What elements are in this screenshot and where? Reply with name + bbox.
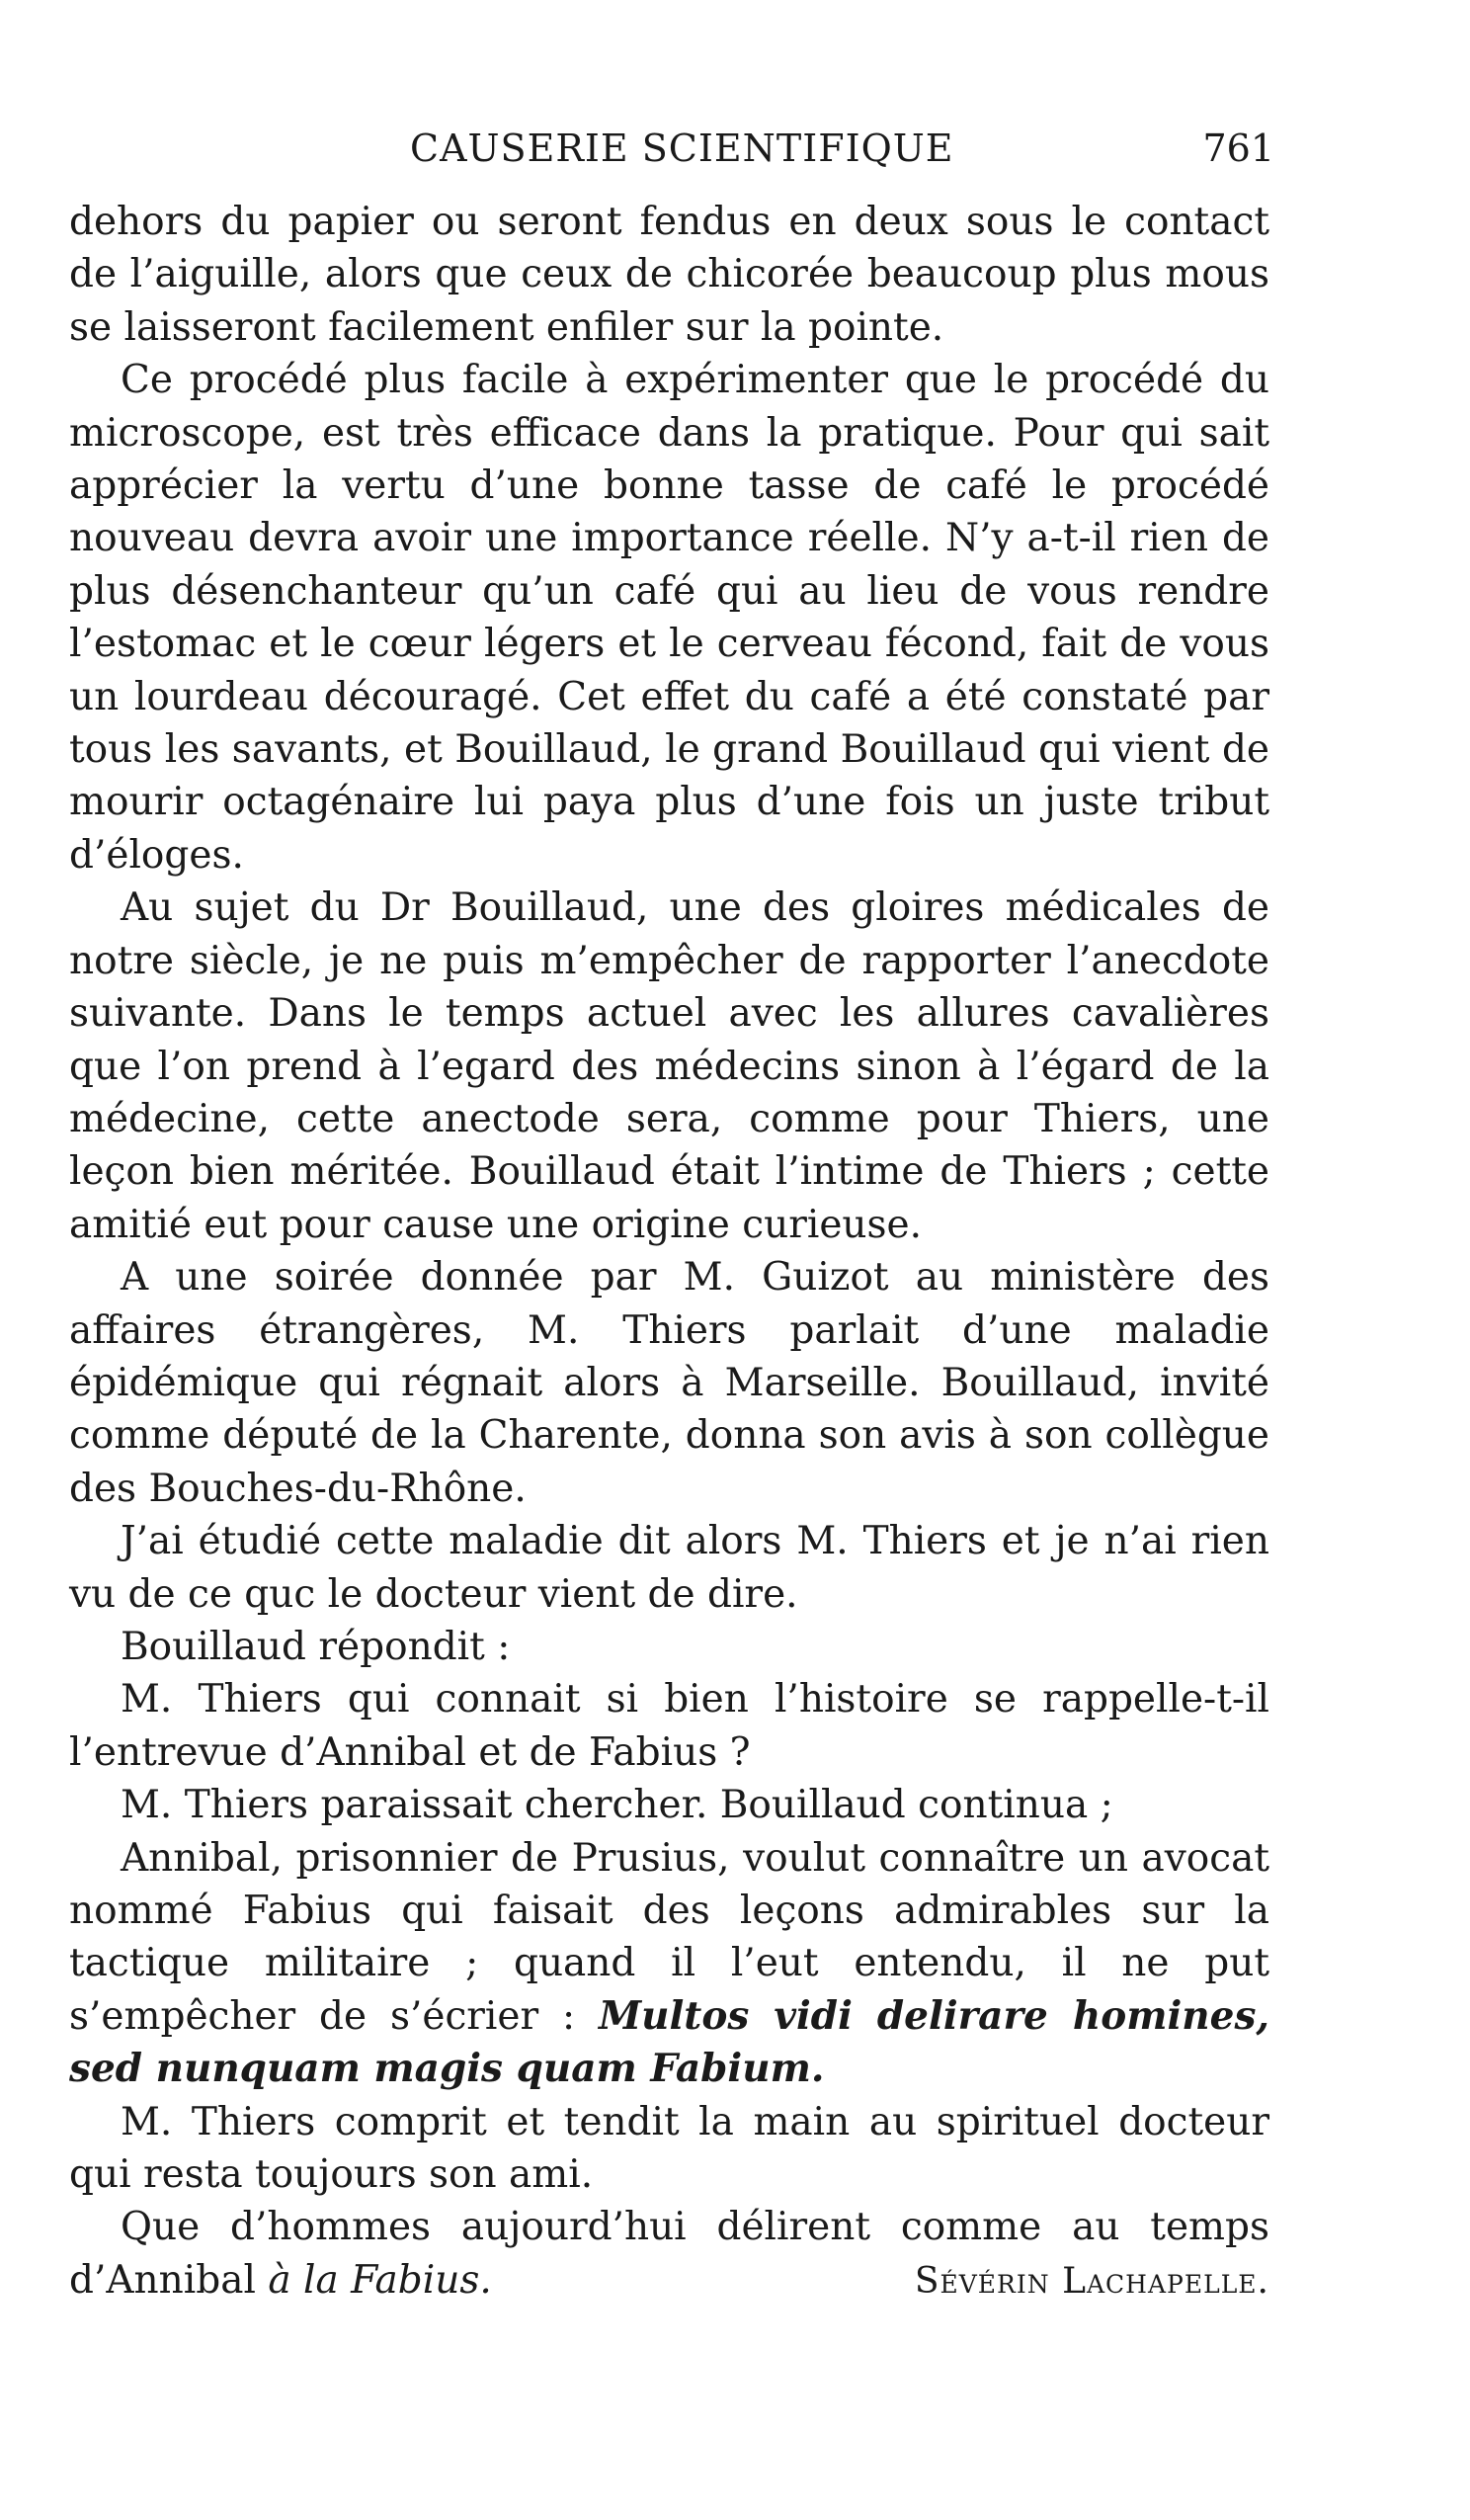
closing-line [69,2254,1269,2308]
page-number: 761 [1202,126,1274,170]
article-body [69,196,1269,2308]
paragraph-annibal-story [69,1832,1269,2096]
running-title: CAUSERIE SCIENTIFIQUE [410,126,954,170]
paragraph-guizot-soiree: A une soirée donnée par M. Guizot au ministère des affaires étrangères, M. Thiers parlait d’une maladie épidémique qui régnait alors à Marseille. Bouillaud, invité comme député de la Charente, donna son avis à son collègue des Bouches-du-Rhône. [69,1255,1269,1511]
paragraph-thiers-understood: M. Thiers comprit et tendit la main au spirituel docteur qui resta toujours son ami. [69,2099,1269,2198]
latin-quote: Multos vidi delirare homines, sed nunquam magis quam Fabium. [69,1992,1269,2092]
paragraph-bouillaud-anecdote: Au sujet du Dr Bouillaud, une des gloires médicales de notre siècle, je ne puis m’empêcher de rapporter l’anecdote suivante. Dans le temps actuel avec les allures cavalières que l’on prend à l’egard des médecins sinon à l’égard de la médecine, cette anectode sera, comme pour Thiers, une leçon bien méritée. Bouillaud était l’intime de Thiers ; cette amitié eut pour cause une origine curieuse. [69,885,1269,1247]
running-header [69,126,1274,176]
paragraph-closing-remark: Que d’hommes aujourd’hui délirent comme au temps [121,2205,1269,2250]
paragraph-coffee-test-end: dehors du papier ou seront fendus en deux sous le contact de l’aiguille, alors que ceux de chicorée beaucoup plus mous se laisseront facilement enfiler sur la pointe. [69,200,1269,350]
paragraph-thiers-reply: J’ai étudié cette maladie dit alors M. Thiers et je n’ai rien vu de ce quc le docteur vient de dire. [69,1519,1269,1617]
closing-phrase-italic: à la Fabius. [268,2257,492,2303]
closing-phrase [69,2254,492,2307]
paragraph-procedure-efficacy: Ce procédé plus facile à expérimenter que le procédé du microscope, est très efficace dans la pratique. Pour qui sait apprécier la vertu d’une bonne tasse de café le procédé nouveau devra avoir une importance réelle. N’y a-t-il rien de plus désenchanteur qu’un café qui au lieu de vous rendre l’estomac et le cœur légers et le cerveau fécond, fait de vous un lourdeau découragé. Cet effet du café a été constaté par tous les savants, et Bouillaud, le grand Bouillaud qui vient de mourir octagénaire lui paya plus d’une fois un juste tribut d’éloges. [69,358,1269,878]
paragraph-thiers-searching: M. Thiers paraissait chercher. Bouillaud continua ; [121,1783,1113,1828]
annibal-story-text: Annibal, prisonnier de Prusius, voulut connaître un avocat nommé Fabius qui faisait des leçons admirables sur la tactique militaire ; quand il l’eut entendu, il ne put s’empêcher de s’écrier : [69,1835,1269,2039]
closing-phrase-start: d’Annibal [69,2257,269,2303]
author-signature: Sévérin Lachapelle. [914,2260,1269,2302]
paragraph-bouillaud-responds: Bouillaud répondit : [121,1624,511,1669]
paragraph-annibal-question: M. Thiers qui connait si bien l’histoire se rappelle-t-il l’entrevue d’Annibal et de Fabius ? [69,1677,1269,1775]
